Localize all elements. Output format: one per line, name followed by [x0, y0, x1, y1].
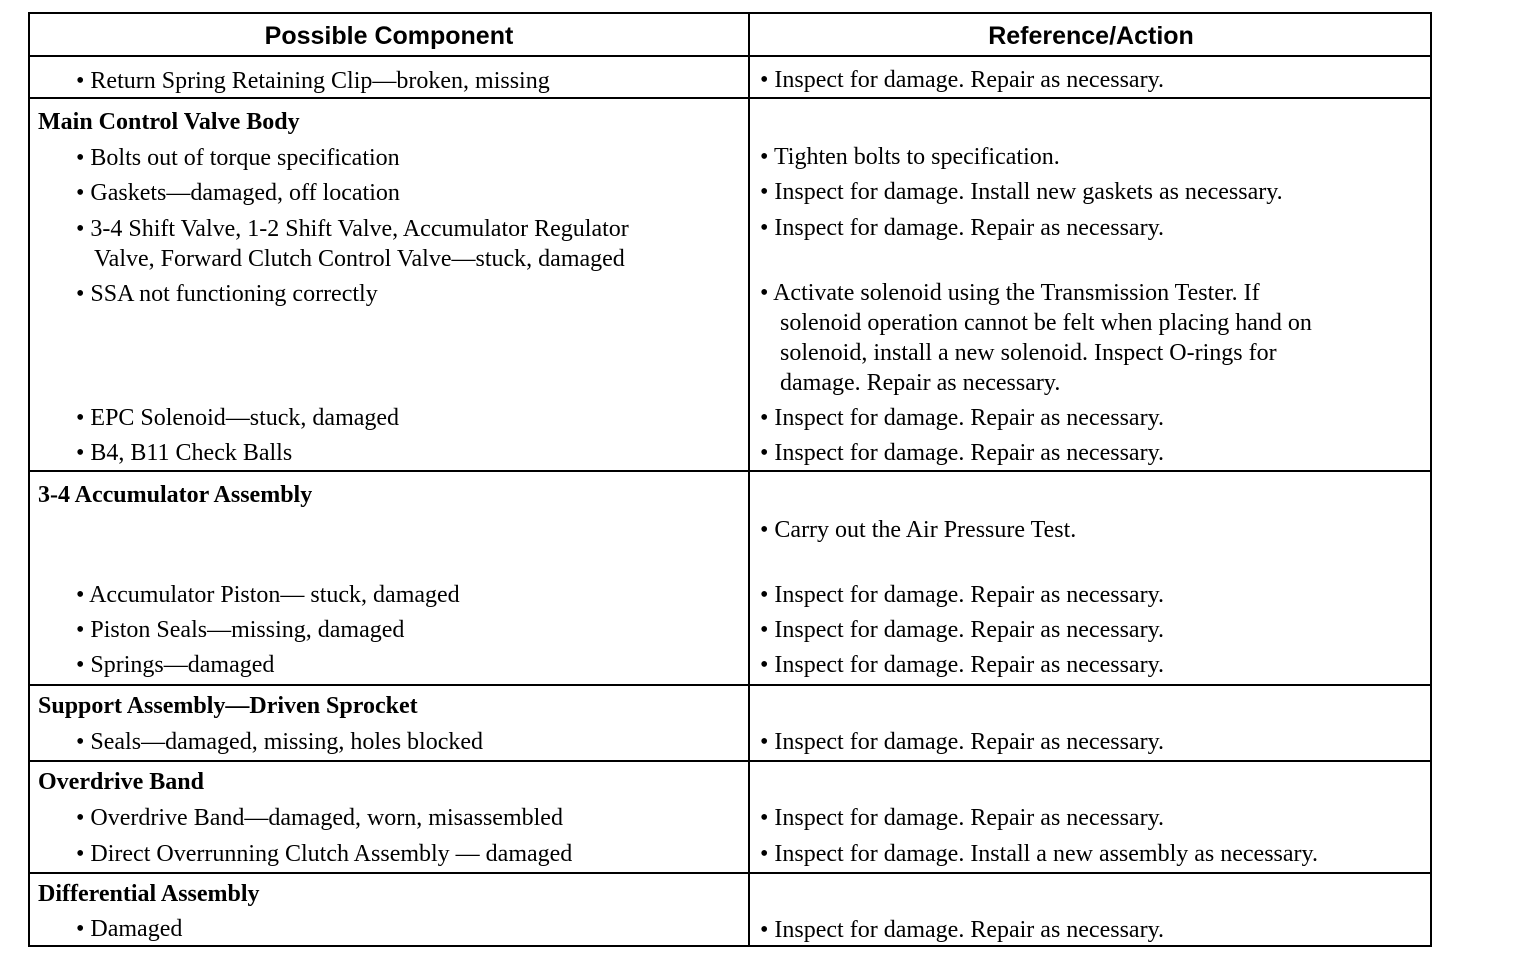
action-item: • Inspect for damage. Install new gaskets as necessary.: [760, 179, 1283, 205]
component-item: • Direct Overrunning Clutch Assembly — damaged: [76, 841, 573, 867]
component-item: • EPC Solenoid—stuck, damaged: [76, 405, 400, 431]
action-item: • Inspect for damage. Repair as necessary.: [760, 805, 1165, 831]
component-item: • Overdrive Band—damaged, worn, misassembled: [76, 805, 563, 831]
action-item: • Inspect for damage. Repair as necessary.: [760, 582, 1165, 608]
component-item: • 3-4 Shift Valve, 1-2 Shift Valve, Accumulator Regulator: [76, 216, 629, 242]
action-item: • Carry out the Air Pressure Test.: [760, 517, 1077, 543]
component-item: • Gaskets—damaged, off location: [76, 180, 400, 206]
row-divider: [30, 760, 1430, 762]
section-title: 3-4 Accumulator Assembly: [38, 482, 313, 508]
section-title: Differential Assembly: [38, 881, 260, 907]
action-item-continuation: solenoid, install a new solenoid. Inspect O-rings for: [780, 340, 1277, 366]
component-item: • B4, B11 Check Balls: [76, 440, 293, 466]
action-item-continuation: solenoid operation cannot be felt when placing hand on: [780, 310, 1312, 336]
action-item: • Inspect for damage. Repair as necessary.: [760, 729, 1165, 755]
action-item: • Tighten bolts to specification.: [760, 144, 1060, 170]
row-divider: [30, 684, 1430, 686]
column-divider: [748, 14, 750, 945]
header-reference-action: Reference/Action: [988, 22, 1194, 50]
header-possible-component: Possible Component: [264, 22, 514, 50]
action-item: • Activate solenoid using the Transmission Tester. If: [760, 280, 1260, 306]
component-item: • SSA not functioning correctly: [76, 281, 378, 307]
component-item: • Springs—damaged: [76, 652, 275, 678]
action-item-continuation: damage. Repair as necessary.: [780, 370, 1061, 396]
action-item: • Inspect for damage. Repair as necessary.: [760, 917, 1165, 943]
action-item: • Inspect for damage. Repair as necessary.: [760, 440, 1165, 466]
component-item: • Seals—damaged, missing, holes blocked: [76, 729, 484, 755]
action-item: • Inspect for damage. Install a new assembly as necessary.: [760, 841, 1318, 867]
table-header: [30, 14, 1430, 57]
row-divider: [30, 97, 1430, 99]
action-item: • Inspect for damage. Repair as necessary.: [760, 652, 1165, 678]
row-divider: [30, 470, 1430, 472]
action-item: • Inspect for damage. Repair as necessary.: [760, 215, 1165, 241]
component-item: • Damaged: [76, 916, 183, 942]
component-item: • Accumulator Piston— stuck, damaged: [76, 582, 460, 608]
section-title: Main Control Valve Body: [38, 109, 300, 135]
component-item: • Return Spring Retaining Clip—broken, missing: [76, 68, 550, 94]
component-item-continuation: Valve, Forward Clutch Control Valve—stuck, damaged: [94, 246, 625, 272]
action-item: • Inspect for damage. Repair as necessary.: [760, 617, 1165, 643]
section-title: Support Assembly—Driven Sprocket: [38, 693, 418, 719]
diagnosis-table: [28, 12, 1432, 947]
action-item: • Inspect for damage. Repair as necessary.: [760, 67, 1165, 93]
component-item: • Piston Seals—missing, damaged: [76, 617, 405, 643]
section-title: Overdrive Band: [38, 769, 204, 795]
component-item: • Bolts out of torque specification: [76, 145, 400, 171]
action-item: • Inspect for damage. Repair as necessary.: [760, 405, 1165, 431]
row-divider: [30, 872, 1430, 874]
